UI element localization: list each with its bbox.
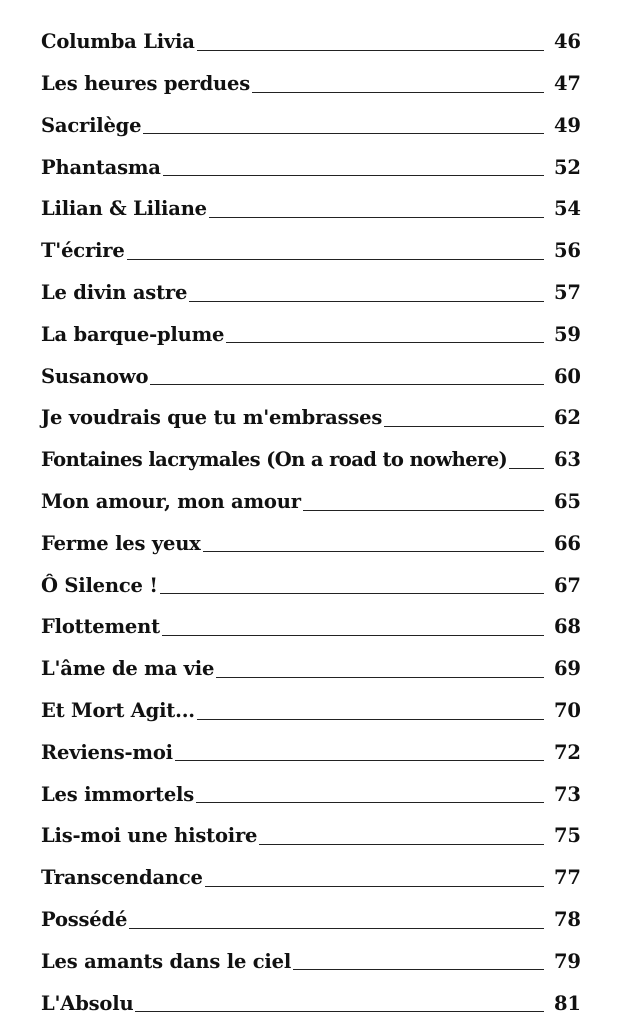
dot-leader [143, 132, 544, 134]
toc-entry [41, 179, 581, 221]
toc-entry [41, 221, 581, 263]
entry-title: Phantasma [41, 155, 161, 179]
entry-title: Ô Silence ! [41, 573, 158, 597]
entry-title: L'Absolu [41, 991, 134, 1015]
toc-entry [41, 263, 581, 305]
dot-leader [197, 49, 544, 51]
entry-page-number: 62 [554, 406, 581, 430]
dot-leader [226, 341, 544, 343]
entry-title: Flottement [41, 615, 160, 639]
entry-title: Sacrilège [41, 113, 142, 137]
dot-leader [162, 634, 544, 636]
entry-page-number: 67 [554, 573, 581, 597]
dot-leader [129, 927, 544, 929]
entry-page-number: 77 [554, 866, 581, 890]
toc-entry [41, 388, 581, 430]
entry-title: Je voudrais que tu m'embrasses [41, 406, 383, 430]
entry-page-number: 56 [554, 239, 581, 263]
dot-leader [150, 383, 544, 385]
dot-leader [196, 801, 544, 803]
entry-title: Fontaines lacrymales (On a road to nowhere) [41, 448, 508, 472]
toc-entry [41, 681, 581, 723]
dot-leader [259, 843, 544, 845]
toc-entry [41, 764, 581, 806]
entry-page-number: 79 [554, 949, 581, 973]
entry-page-number: 72 [554, 740, 581, 764]
toc-entry [41, 639, 581, 681]
dot-leader [135, 1010, 544, 1012]
dot-leader [127, 258, 544, 260]
entry-page-number: 63 [554, 448, 581, 472]
toc-entry [41, 96, 581, 138]
entry-title: La barque-plume [41, 322, 225, 346]
dot-leader [160, 592, 544, 594]
dot-leader [384, 425, 544, 427]
toc-entry [41, 54, 581, 96]
entry-page-number: 49 [554, 113, 581, 137]
entry-page-number: 46 [554, 30, 581, 54]
entry-title: Les heures perdues [41, 72, 251, 96]
toc-entry [41, 848, 581, 890]
entry-title: Ferme les yeux [41, 531, 201, 555]
toc-entry [41, 597, 581, 639]
dot-leader [189, 300, 544, 302]
entry-page-number: 75 [554, 824, 581, 848]
toc-entry [41, 430, 581, 472]
entry-page-number: 57 [554, 281, 581, 305]
entry-title: Possédé [41, 908, 128, 932]
entry-title: Les amants dans le ciel [41, 949, 292, 973]
entry-page-number: 73 [554, 782, 581, 806]
entry-page-number: 81 [554, 991, 581, 1015]
toc-entry [41, 305, 581, 347]
toc-entry [41, 555, 581, 597]
toc-entry [41, 514, 581, 556]
entry-title: Les immortels [41, 782, 195, 806]
entry-page-number: 70 [554, 699, 581, 723]
toc-entry [41, 806, 581, 848]
dot-leader [303, 509, 544, 511]
entry-page-number: 69 [554, 657, 581, 681]
entry-title: Columba Livia [41, 30, 195, 54]
toc-entry [41, 890, 581, 932]
dot-leader [252, 91, 544, 93]
entry-page-number: 66 [554, 531, 581, 555]
entry-title: L'âme de ma vie [41, 657, 215, 681]
entry-title: Mon amour, mon amour [41, 490, 301, 514]
toc-entry [41, 12, 581, 54]
dot-leader [203, 550, 544, 552]
toc-entry [41, 472, 581, 514]
toc-entry [41, 346, 581, 388]
table-of-contents [41, 12, 581, 1015]
entry-page-number: 65 [554, 490, 581, 514]
dot-leader [163, 174, 544, 176]
entry-page-number: 54 [554, 197, 581, 221]
dot-leader [209, 216, 544, 218]
toc-entry [41, 723, 581, 765]
toc-entry [41, 932, 581, 974]
entry-title: Susanowo [41, 364, 149, 388]
dot-leader [205, 885, 544, 887]
dot-leader [216, 676, 544, 678]
entry-title: Reviens-moi [41, 740, 173, 764]
entry-page-number: 59 [554, 322, 581, 346]
dot-leader [293, 968, 544, 970]
entry-title: Lilian & Liliane [41, 197, 207, 221]
entry-title: Et Mort Agit... [41, 699, 195, 723]
dot-leader [509, 467, 544, 469]
toc-entry [41, 137, 581, 179]
entry-title: T'écrire [41, 239, 125, 263]
toc-entry [41, 973, 581, 1015]
entry-title: Le divin astre [41, 281, 188, 305]
entry-page-number: 60 [554, 364, 581, 388]
entry-title: Transcendance [41, 866, 203, 890]
dot-leader [197, 718, 544, 720]
entry-title: Lis-moi une histoire [41, 824, 258, 848]
entry-page-number: 68 [554, 615, 581, 639]
entry-page-number: 47 [554, 72, 581, 96]
entry-page-number: 52 [554, 155, 581, 179]
entry-page-number: 78 [554, 908, 581, 932]
dot-leader [175, 759, 544, 761]
